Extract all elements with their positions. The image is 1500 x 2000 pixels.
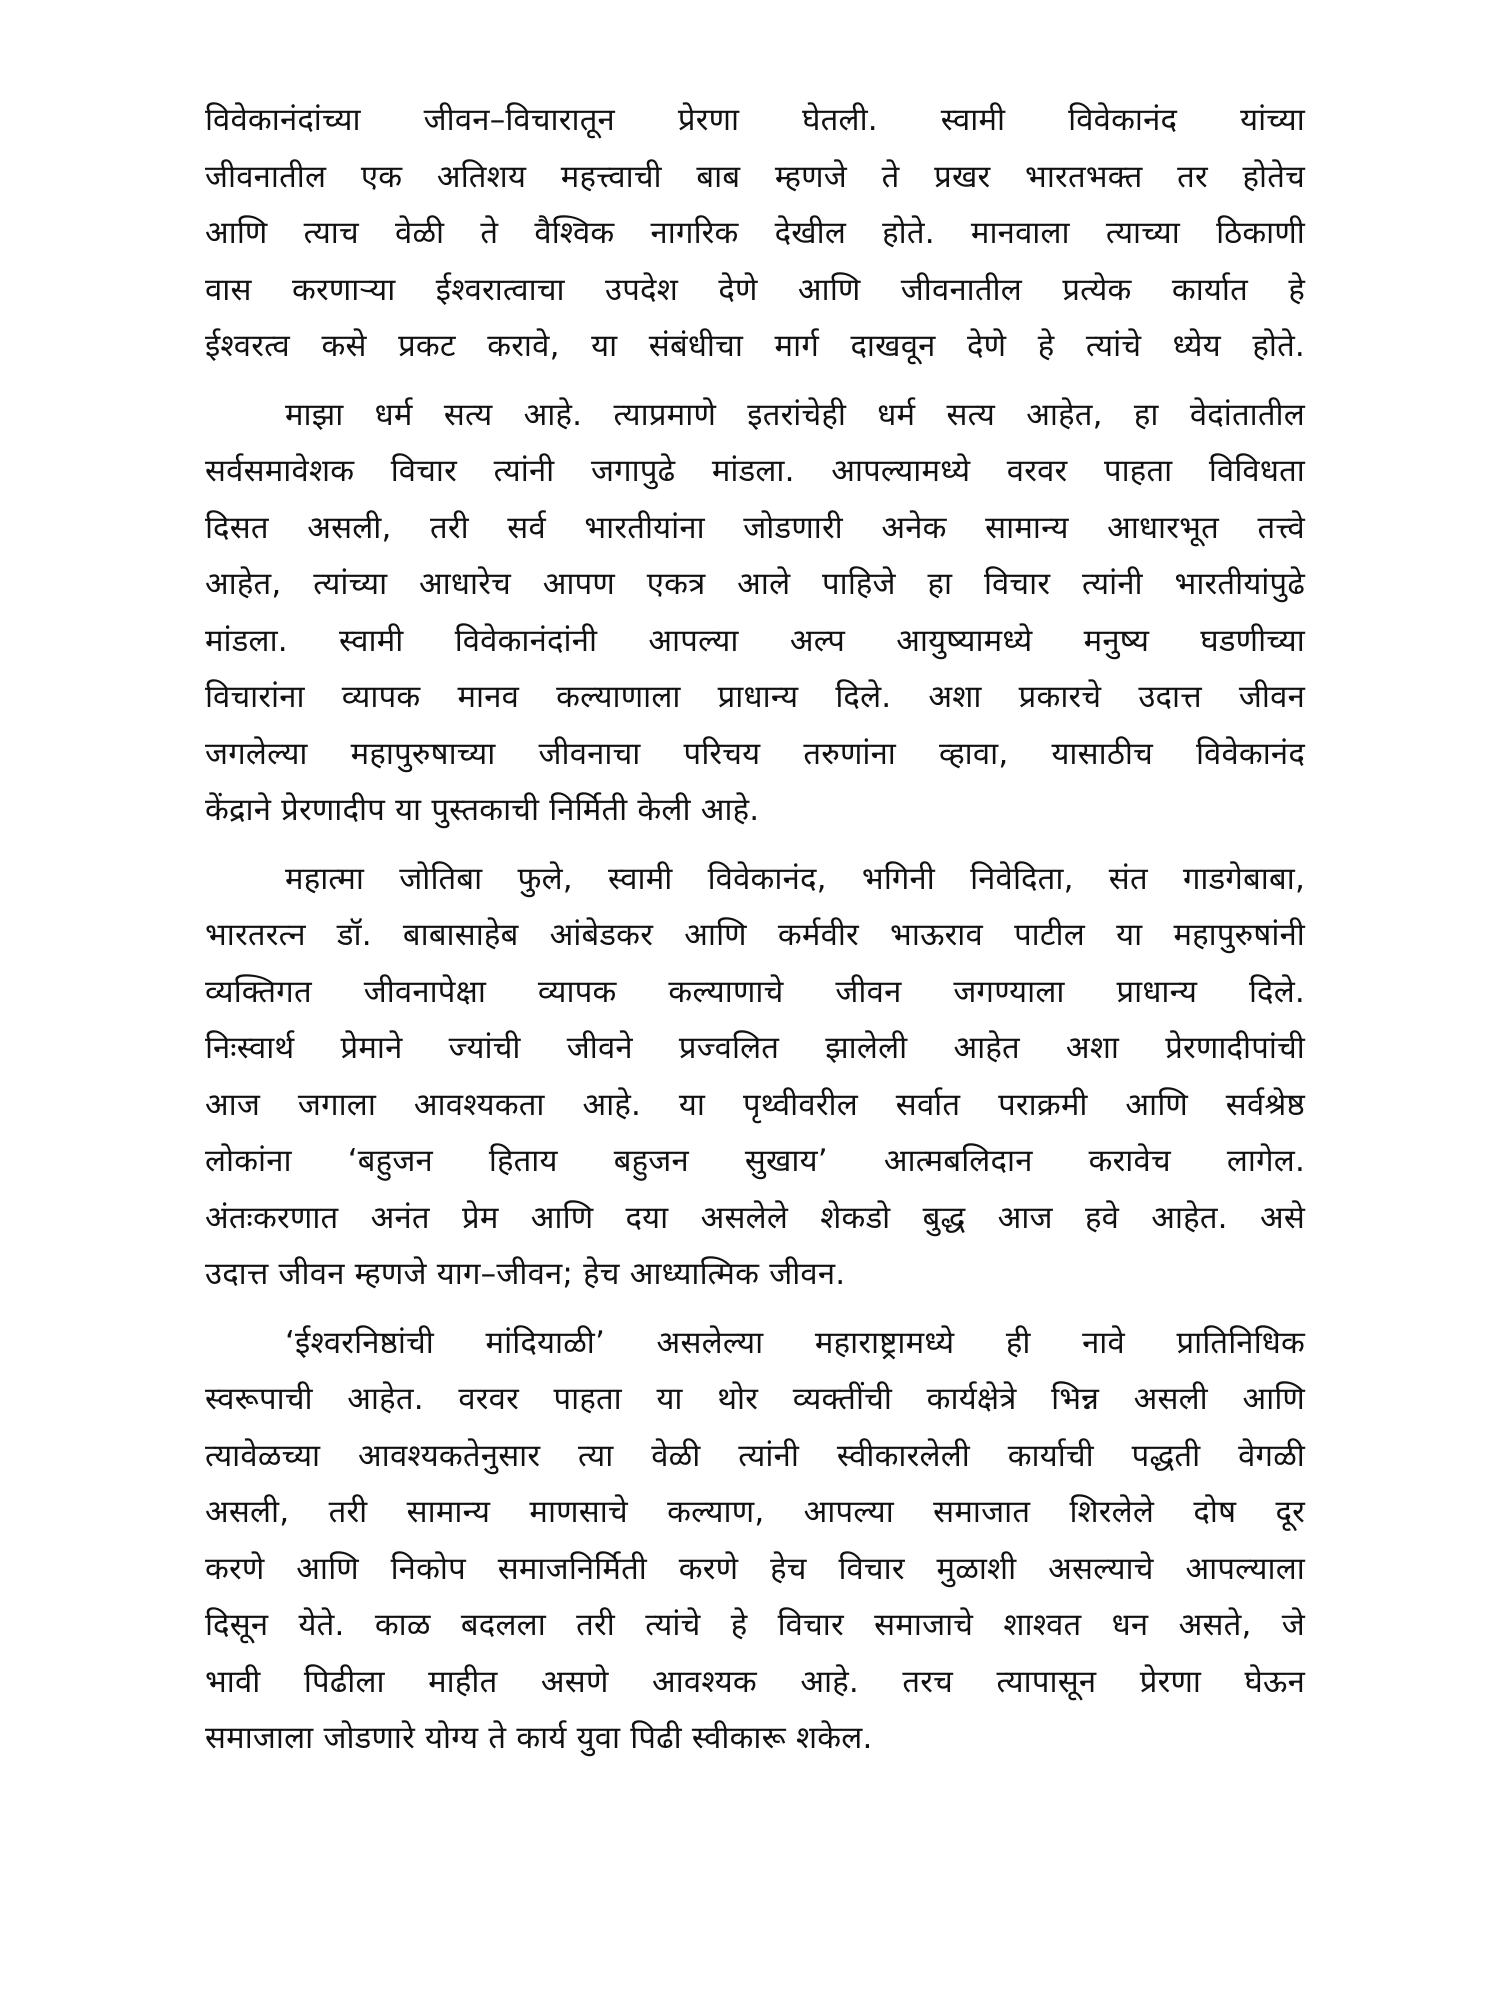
text-line: दिसून येते. काळ बदलला तरी त्यांचे हे विचार समाजाचे शाश्वत धन असते, जे (205, 1607, 1305, 1643)
paragraph-3 (205, 851, 1305, 1303)
text-line: त्यावेळच्या आवश्यकतेनुसार त्या वेळी त्यांनी स्वीकारलेली कार्याची पद्धती वेगळी (205, 1437, 1305, 1474)
text-line: आज जगाला आवश्यकता आहे. या पृथ्वीवरील सर्वात पराक्रमी आणि सर्वश्रेष्ठ (205, 1086, 1305, 1123)
text-line: स्वरूपाची आहेत. वरवर पाहता या थोर व्यक्तींची कार्यक्षेत्रे भिन्न असली आणि (205, 1381, 1305, 1417)
text-line: व्यक्तिगत जीवनापेक्षा व्यापक कल्याणाचे जीवन जगण्याला प्राधान्य दिले. (205, 973, 1305, 1010)
text-line: करणे आणि निकोप समाजनिर्मिती करणे हेच विचार मुळाशी असल्याचे आपल्याला (205, 1550, 1305, 1587)
text-line: असली, तरी सामान्य माणसाचे कल्याण, आपल्या समाजात शिरलेले दोष दूर (205, 1494, 1305, 1530)
text-line: जीवनातील एक अतिशय महत्त्वाची बाब म्हणजे ते प्रखर भारतभक्त तर होतेच (205, 158, 1305, 195)
text-line: विवेकानंदांच्या जीवन–विचारातून प्रेरणा घेतली. स्वामी विवेकानंद यांच्या (205, 102, 1305, 138)
text-line: ‘ईश्वरनिष्ठांची मांदियाळी’ असलेल्या महाराष्ट्रामध्ये ही नावे प्रातिनिधिक (285, 1324, 1305, 1361)
text-line: माझा धर्म सत्य आहे. त्याप्रमाणे इतरांचेही धर्म सत्य आहेत, हा वेदांतातील (285, 396, 1305, 433)
text-line: भावी पिढीला माहीत असणे आवश्यक आहे. तरच त्यापासून प्रेरणा घेऊन (205, 1663, 1305, 1700)
text-line: जगलेल्या महापुरुषाच्या जीवनाचा परिचय तरुणांना व्हावा, यासाठीच विवेकानंद (205, 735, 1305, 772)
text-line: आहेत, त्यांच्या आधारेच आपण एकत्र आले पाहिजे हा विचार त्यांनी भारतीयांपुढे (205, 566, 1305, 602)
text-line: ईश्वरत्व कसे प्रकट करावे, या संबंधीचा मार्ग दाखवून देणे हे त्यांचे ध्येय होते. (205, 328, 1305, 364)
text-line: वास करणाऱ्या ईश्वरात्वाचा उपदेश देणे आणि जीवनातील प्रत्येक कार्यात हे (205, 271, 1305, 308)
text-line: भारतरत्न डॉ. बाबासाहेब आंबेडकर आणि कर्मवीर भाऊराव पाटील या महापुरुषांनी (205, 917, 1305, 953)
paragraph-1 (205, 92, 1305, 375)
document-page (205, 92, 1305, 1767)
text-line: महात्मा जोतिबा फुले, स्वामी विवेकानंद, भगिनी निवेदिता, संत गाडगेबाबा, (285, 860, 1305, 897)
paragraph-4 (205, 1315, 1305, 1767)
text-line: केंद्राने प्रेरणादीप या पुस्तकाची निर्मिती केली आहे. (205, 792, 760, 828)
text-line: विचारांना व्यापक मानव कल्याणाला प्राधान्य दिले. अशा प्रकारचे उदात्त जीवन (205, 679, 1305, 715)
text-line: समाजाला जोडणारे योग्य ते कार्य युवा पिढी स्वीकारू शकेल. (205, 1720, 873, 1756)
text-line: मांडला. स्वामी विवेकानंदांनी आपल्या अल्प आयुष्यामध्ये मनुष्य घडणीच्या (205, 622, 1305, 659)
paragraph-2 (205, 387, 1305, 839)
text-line: अंतःकरणात अनंत प्रेम आणि दया असलेले शेकडो बुद्ध आज हवे आहेत. असे (205, 1199, 1305, 1236)
text-line: सर्वसमावेशक विचार त्यांनी जगापुढे मांडला. आपल्यामध्ये वरवर पाहता विविधता (205, 453, 1305, 489)
paragraph-gap (205, 839, 1305, 851)
paragraph-gap (205, 1303, 1305, 1315)
text-line: उदात्त जीवन म्हणजे याग–जीवन; हेच आध्यात्मिक जीवन. (205, 1256, 846, 1292)
text-line: आणि त्याच वेळी ते वैश्विक नागरिक देखील होते. मानवाला त्याच्या ठिकाणी (205, 215, 1305, 251)
text-line: दिसत असली, तरी सर्व भारतीयांना जोडणारी अनेक सामान्य आधारभूत तत्त्वे (205, 509, 1305, 546)
text-line: निःस्वार्थ प्रेमाने ज्यांची जीवने प्रज्वलित झालेली आहेत अशा प्रेरणादीपांची (205, 1030, 1305, 1066)
paragraph-gap (205, 375, 1305, 387)
text-line: लोकांना ‘बहुजन हिताय बहुजन सुखाय’ आत्मबलिदान करावेच लागेल. (205, 1143, 1305, 1179)
